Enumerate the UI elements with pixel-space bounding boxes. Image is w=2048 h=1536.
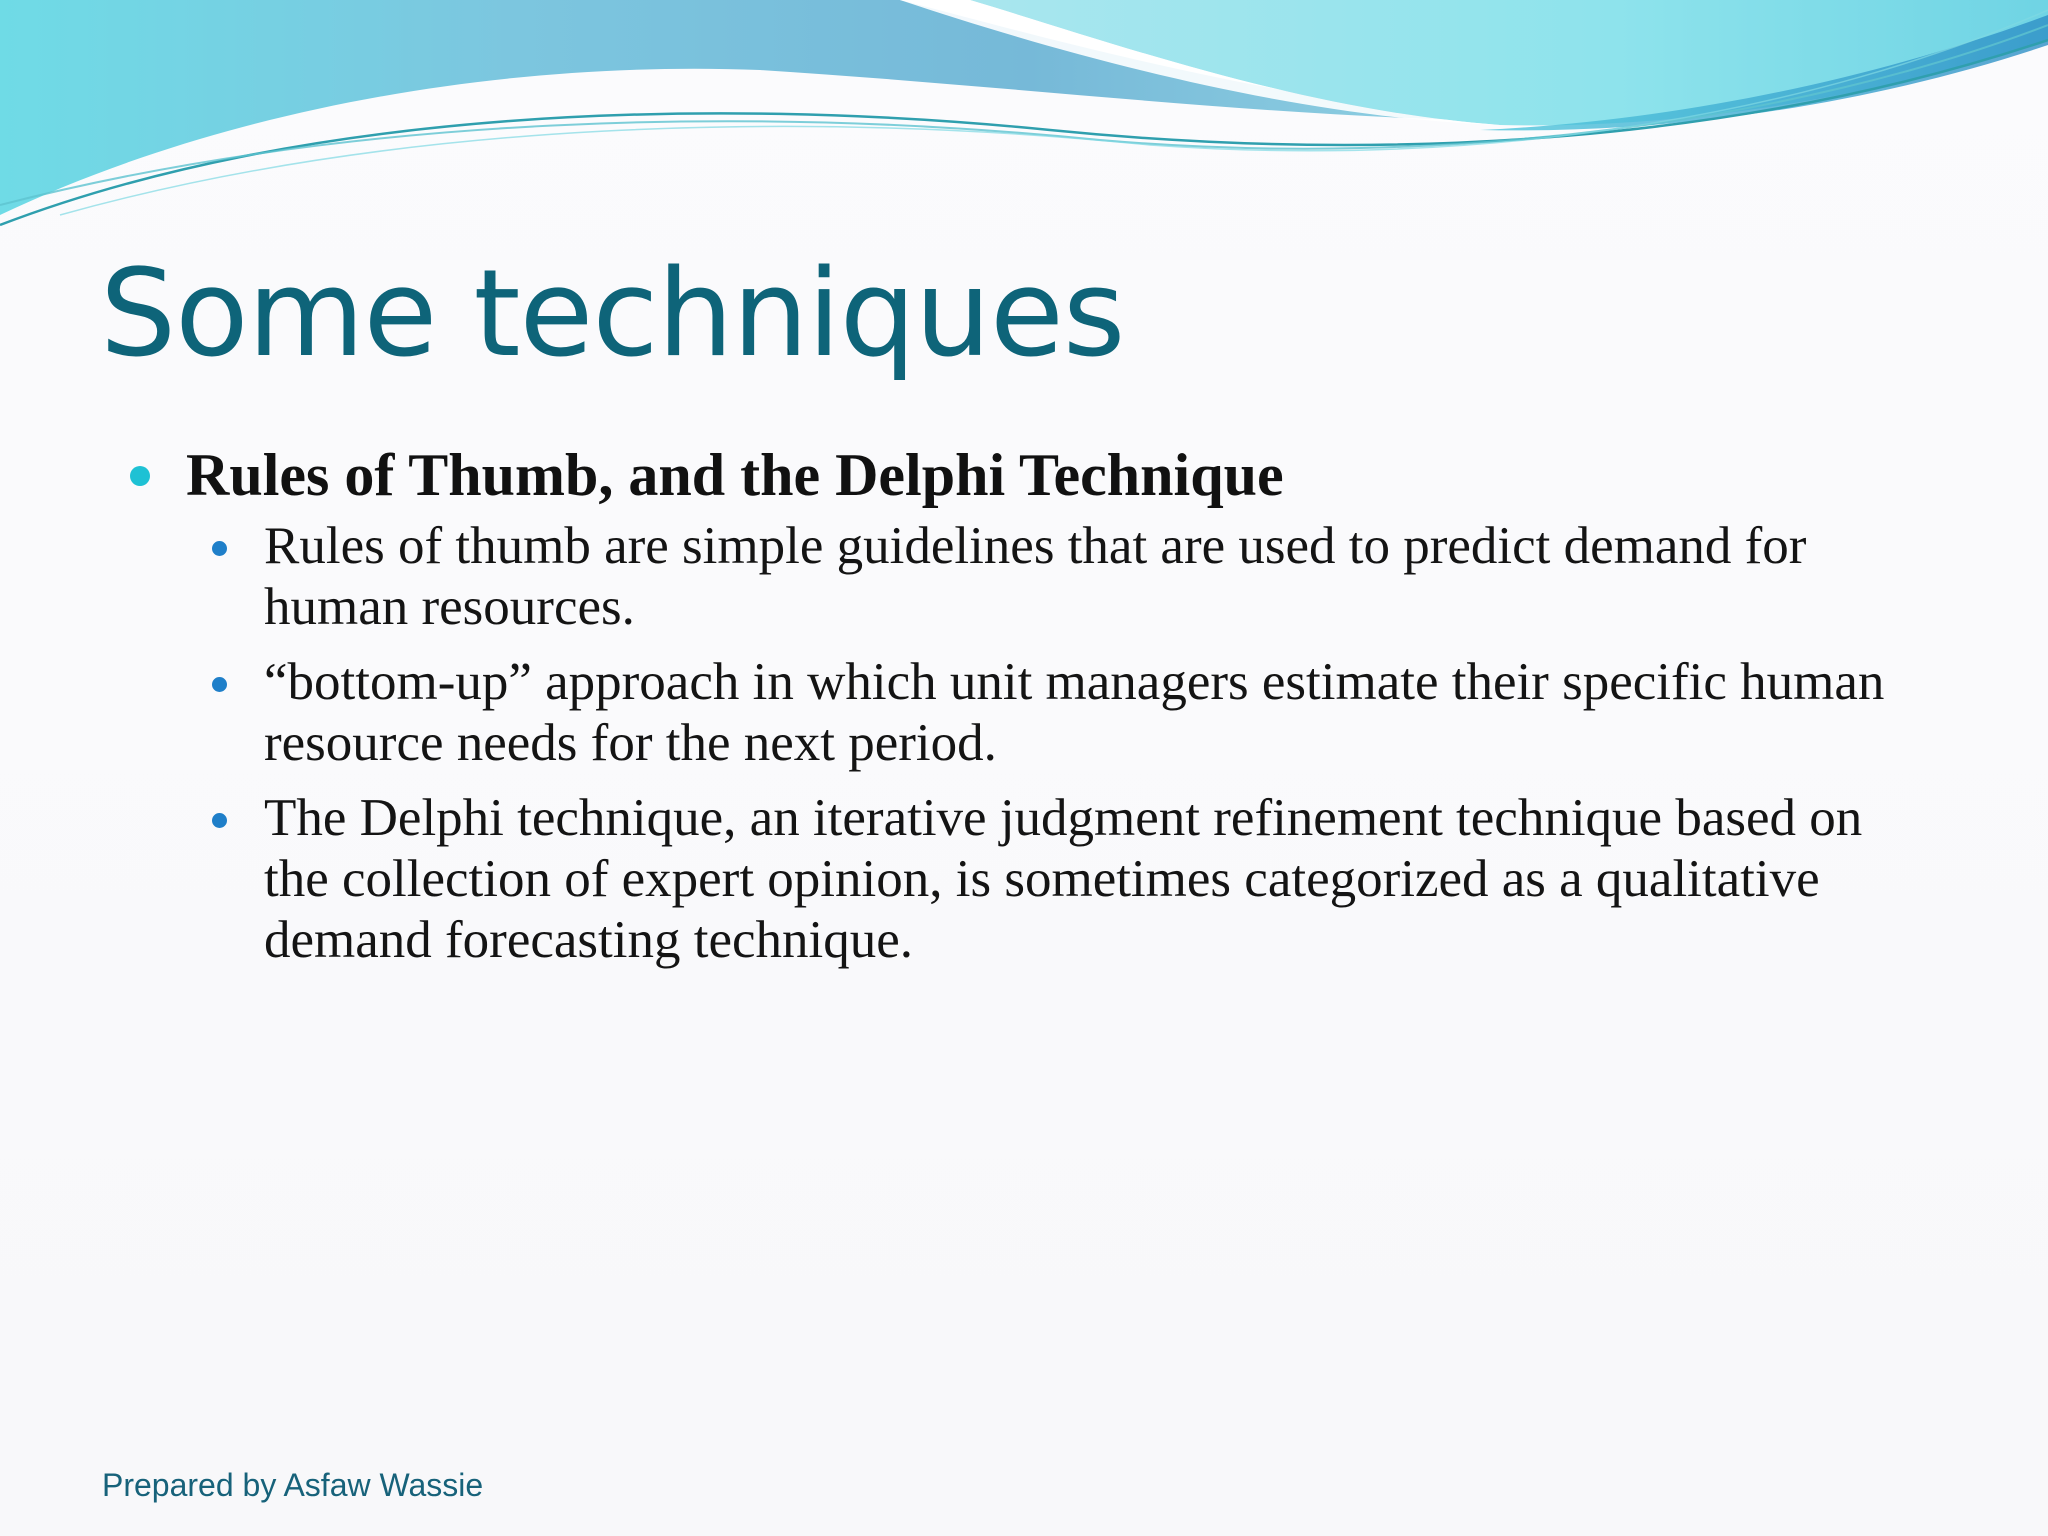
- sub-bullet-list: [130, 516, 1930, 971]
- sub-bullet-dot-icon: [212, 677, 227, 692]
- slide-footer: Prepared by Asfaw Wassie: [102, 1467, 484, 1503]
- bullet-level1: [130, 440, 1930, 510]
- sub-bullet-dot-icon: [212, 541, 227, 556]
- sub-bullet-text: “bottom-up” approach in which unit managers estimate their specific human resource needs for the next period.: [264, 653, 1885, 772]
- sub-bullet-item: [212, 516, 1930, 638]
- slide-title: Some techniques: [100, 245, 1125, 384]
- sub-bullet-text: The Delphi technique, an iterative judgment refinement technique based on the collection of expert opinion, is sometimes categorized as a qualitative demand forecasting technique.: [264, 789, 1863, 969]
- sub-bullet-item: [212, 652, 1930, 774]
- bullet-level1-text: Rules of Thumb, and the Delphi Technique: [186, 442, 1284, 508]
- sub-bullet-text: Rules of thumb are simple guidelines that are used to predict demand for human resources.: [264, 517, 1807, 636]
- sub-bullet-item: [212, 788, 1930, 971]
- slide-content: [130, 440, 1930, 985]
- sub-bullet-dot-icon: [212, 813, 227, 828]
- wave-header-decoration: [0, 0, 2048, 240]
- bullet-dot-icon: [130, 466, 150, 486]
